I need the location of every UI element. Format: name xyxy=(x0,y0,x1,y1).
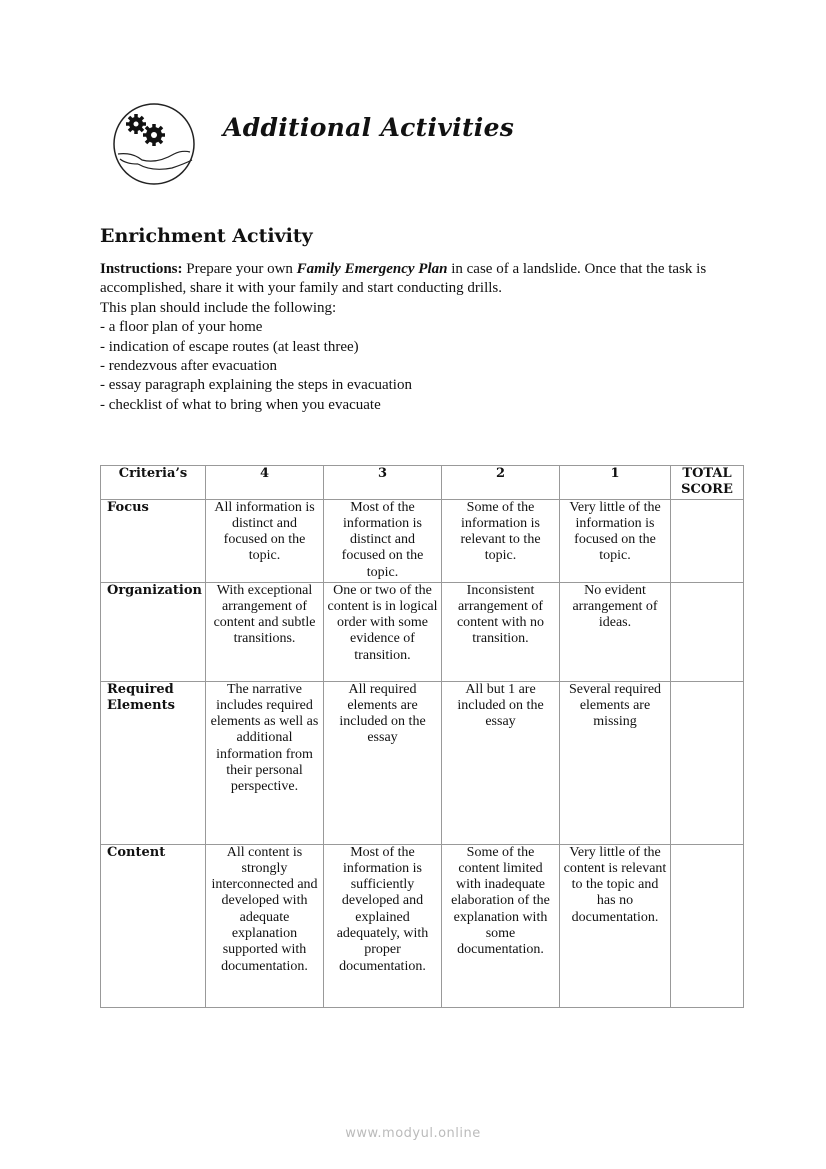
table-cell: All information is distinct and focused on the topic. xyxy=(206,499,324,582)
plan-name: Family Emergency Plan xyxy=(296,261,448,277)
table-cell: With exceptional arrangement of content and subtle transitions. xyxy=(206,582,324,681)
table-cell: No evident arrangement of ideas. xyxy=(560,582,671,681)
criteria-cell: Content xyxy=(101,844,206,1007)
gears-in-hand-icon xyxy=(112,102,196,186)
list-item: - checklist of what to bring when you evacuate xyxy=(100,396,381,413)
instructions xyxy=(100,260,730,415)
table-cell: Most of the information is distinct and focused on the topic. xyxy=(324,499,442,582)
section-title: Enrichment Activity xyxy=(100,225,313,247)
table-cell: All but 1 are included on the essay xyxy=(442,681,560,844)
table-header-row xyxy=(101,466,744,500)
list-item: - rendezvous after evacuation xyxy=(100,358,277,375)
column-header: 3 xyxy=(324,466,442,500)
column-header: 1 xyxy=(560,466,671,500)
instructions-text: Prepare your own xyxy=(182,261,297,277)
list-item: - a floor plan of your home xyxy=(100,319,263,336)
page-title: Additional Activities xyxy=(223,113,515,142)
table-cell: Inconsistent arrangement of content with no transition. xyxy=(442,582,560,681)
table-cell: Most of the information is sufficiently developed and explained adequately, with proper documentation. xyxy=(324,844,442,1007)
table-cell: All content is strongly interconnected and developed with adequate explanation supported with documentation. xyxy=(206,844,324,1007)
list-item: - essay paragraph explaining the steps in evacuation xyxy=(100,377,412,394)
table-cell: Some of the information is relevant to the topic. xyxy=(442,499,560,582)
column-header: 2 xyxy=(442,466,560,500)
table-row xyxy=(101,844,744,1007)
list-intro: This plan should include the following: xyxy=(100,299,337,316)
column-header: 4 xyxy=(206,466,324,500)
column-header: TOTAL SCORE xyxy=(671,466,744,500)
instructions-text: in case of a landslide. Once that the task is accomplished, share it with your family and start conducting drills. xyxy=(100,261,707,297)
instructions-label: Instructions: xyxy=(100,261,183,277)
table-cell: The narrative includes required elements as well as additional information from their personal perspective. xyxy=(206,681,324,844)
table-cell: One or two of the content is in logical order with some evidence of transition. xyxy=(324,582,442,681)
table-cell: Some of the content limited with inadequate elaboration of the explanation with some documentation. xyxy=(442,844,560,1007)
score-cell xyxy=(671,499,744,582)
score-cell xyxy=(671,681,744,844)
table-cell: Very little of the information is focused on the topic. xyxy=(560,499,671,582)
rubric-table xyxy=(100,465,744,1008)
criteria-cell: Focus xyxy=(101,499,206,582)
table-row xyxy=(101,499,744,582)
score-cell xyxy=(671,582,744,681)
criteria-cell: Required Elements xyxy=(101,681,206,844)
list-item: - indication of escape routes (at least three) xyxy=(100,338,359,355)
table-cell: Several required elements are missing xyxy=(560,681,671,844)
table-row xyxy=(101,582,744,681)
column-header: Criteria’s xyxy=(101,466,206,500)
table-cell: Very little of the content is relevant to the topic and has no documentation. xyxy=(560,844,671,1007)
score-cell xyxy=(671,844,744,1007)
table-cell: All required elements are included on the essay xyxy=(324,681,442,844)
table-row xyxy=(101,681,744,844)
criteria-cell: Organization xyxy=(101,582,206,681)
watermark: www.modyul.online xyxy=(345,1126,481,1141)
